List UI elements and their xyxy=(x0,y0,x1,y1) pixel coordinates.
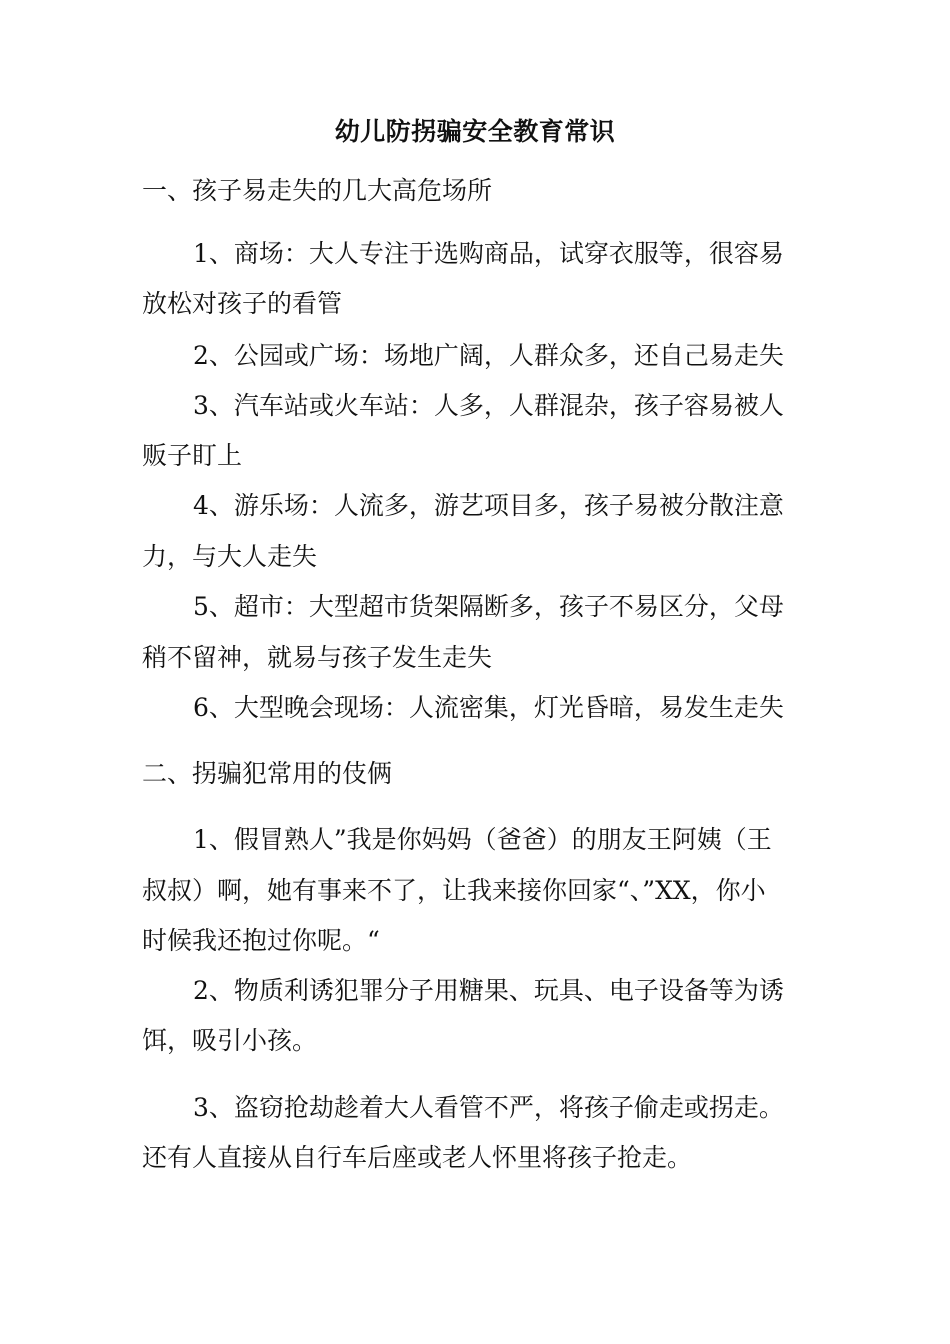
paragraph-line: 叔叔）啊，她有事来不了，让我来接你回家“、”XX，你小 xyxy=(142,876,766,905)
paragraph-line: 饵，吸引小孩。 xyxy=(142,1026,318,1055)
section-heading-1: 一、孩子易走失的几大高危场所 xyxy=(142,176,493,205)
paragraph-line: 3、汽车站或火车站：人多，人群混杂，孩子容易被人 xyxy=(193,391,784,420)
paragraph-line: 还有人直接从自行车后座或老人怀里将孩子抢走。 xyxy=(142,1143,693,1172)
paragraph-line: 2、公园或广场：场地广阔，人群众多，还自己易走失 xyxy=(193,341,784,370)
paragraph-line: 5、超市：大型超市货架隔断多，孩子不易区分，父母 xyxy=(193,592,784,621)
paragraph-line: 6、大型晚会现场：人流密集，灯光昏暗，易发生走失 xyxy=(193,693,784,722)
paragraph-line: 时候我还抱过你呢。“ xyxy=(142,926,380,955)
paragraph-line: 2、物质利诱犯罪分子用糖果、玩具、电子设备等为诱 xyxy=(193,976,784,1005)
paragraph-line: 放松对孩子的看管 xyxy=(142,289,343,318)
paragraph-line: 1、商场：大人专注于选购商品，试穿衣服等，很容易 xyxy=(193,239,784,268)
document-title: 幼儿防拐骗安全教育常识 xyxy=(334,117,616,146)
section-heading-2: 二、拐骗犯常用的伎俩 xyxy=(142,759,393,788)
paragraph-line: 4、游乐场：人流多，游艺项目多，孩子易被分散注意 xyxy=(193,491,784,520)
paragraph-line: 力，与大人走失 xyxy=(142,542,318,571)
paragraph-line: 3、盗窃抢劫趁着大人看管不严，将孩子偷走或拐走。 xyxy=(193,1093,784,1122)
paragraph-line: 贩子盯上 xyxy=(142,441,243,470)
paragraph-line: 1、假冒熟人”我是你妈妈（爸爸）的朋友王阿姨（王 xyxy=(193,825,772,854)
paragraph-line: 稍不留神，就易与孩子发生走失 xyxy=(142,643,493,672)
